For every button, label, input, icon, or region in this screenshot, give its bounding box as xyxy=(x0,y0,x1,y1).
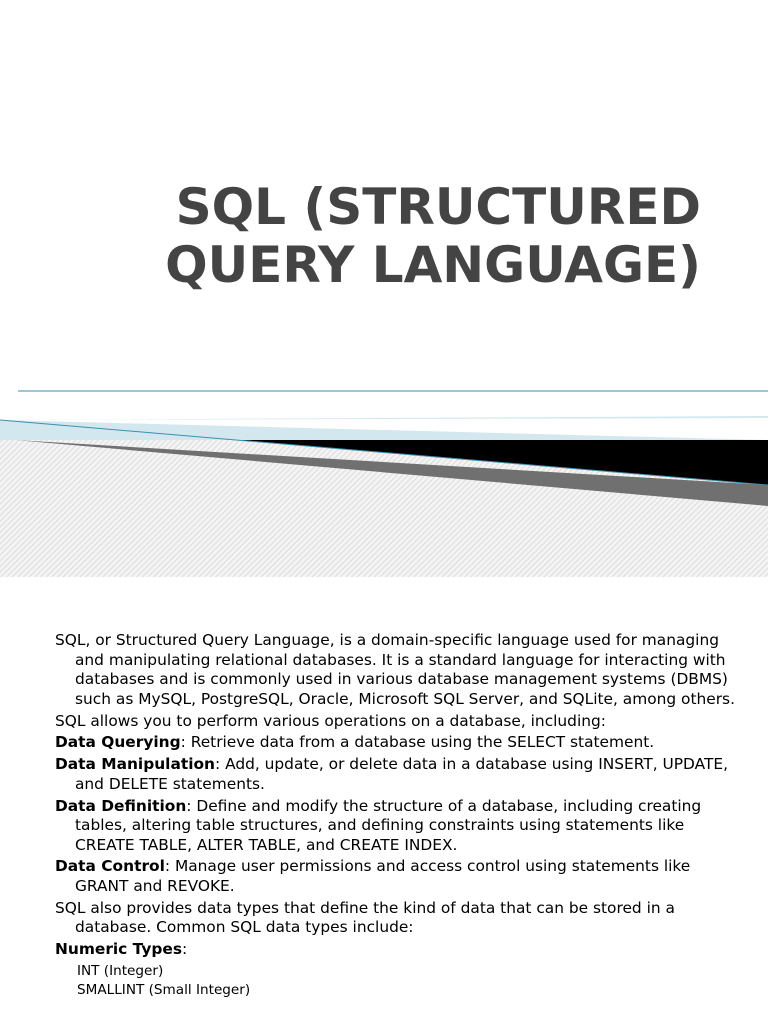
numeric-type-item: SMALLINT (Small Integer) xyxy=(77,982,251,999)
slide-title-line-2: QUERY LANGUAGE) xyxy=(165,236,701,294)
operation-term: Data Definition xyxy=(55,796,187,815)
operation-item-manipulation xyxy=(55,755,735,794)
operation-desc: : Define and modify the structure of a database, including creating tables, altering table structures, and defining constraints using statements like CREATE TABLE, ALTER TABLE, and CREATE INDEX. xyxy=(75,796,702,854)
decorative-banner xyxy=(0,385,768,577)
operation-item-querying xyxy=(55,733,735,753)
operation-item-control xyxy=(55,857,735,896)
operation-desc: : Manage user permissions and access control using statements like GRANT and REVOKE. xyxy=(75,857,691,896)
numeric-types-term: Numeric Types xyxy=(55,940,182,959)
operation-term: Data Querying xyxy=(55,733,181,752)
operation-desc: : Add, update, or delete data in a database using INSERT, UPDATE, and DELETE statements. xyxy=(75,755,728,793)
numeric-type-item: INT (Integer) xyxy=(77,963,164,979)
operation-item-definition xyxy=(55,797,735,856)
body-content xyxy=(55,631,735,1001)
intro-paragraph: SQL, or Structured Query Language, is a domain-specific language used for managing and manipulating relational databases. It is a standard language for interacting with databases and is commonly used in various database management systems (DBMS) such as MySQL, PostgreSQL, Oracle, Microsoft SQL Server, and SQLite, among others. xyxy=(55,631,735,708)
operations-intro: SQL allows you to perform various operations on a database, including: xyxy=(55,711,606,730)
operation-term: Data Control xyxy=(55,857,165,876)
types-intro: SQL also provides data types that define the kind of data that can be stored in a database. Common SQL data types include: xyxy=(55,898,675,937)
operation-desc: : Retrieve data from a database using the SELECT statement. xyxy=(180,733,655,752)
operation-term: Data Manipulation xyxy=(55,755,215,774)
slide-title-line-1: SQL (STRUCTURED xyxy=(175,178,701,236)
numeric-types-colon: : xyxy=(181,940,188,959)
numeric-types-heading xyxy=(55,940,735,960)
slide-title xyxy=(40,178,701,294)
